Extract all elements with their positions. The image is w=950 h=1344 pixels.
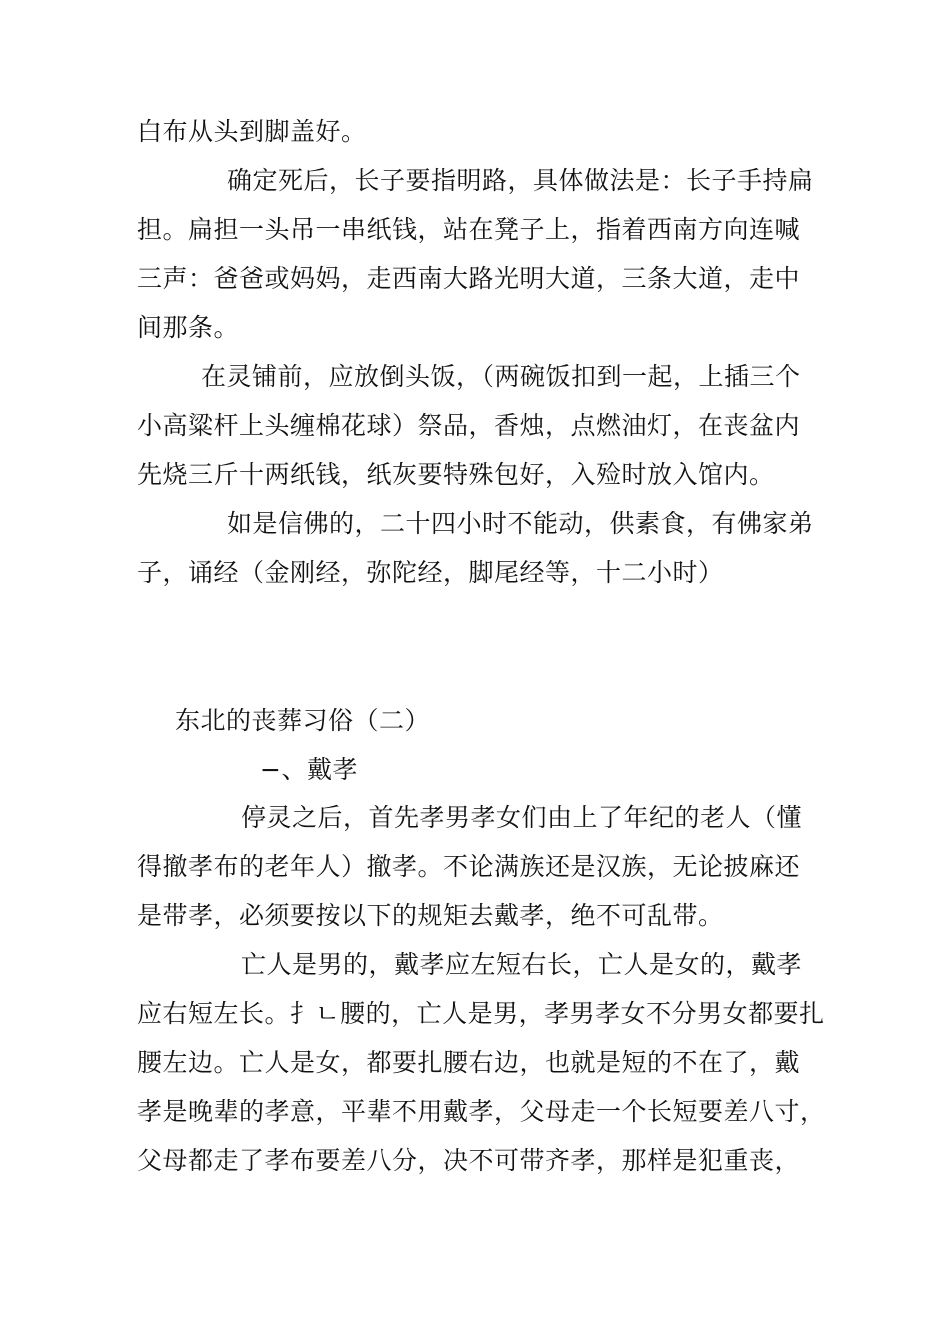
paragraph-line: 间那条。 xyxy=(137,313,240,342)
section-title: 东北的丧葬习俗（二） xyxy=(175,706,431,735)
paragraph-line: 是带孝，必须要按以下的规矩去戴孝，绝不可乱带。 xyxy=(137,901,724,930)
section-subtitle: −、戴孝 xyxy=(260,755,358,784)
paragraph-line: 父母都走了孝布要差八分，决不可带齐孝，那样是犯重丧， xyxy=(137,1146,801,1175)
paragraph-line: 三声：爸爸或妈妈，走西南大路光明大道，三条大道，走中 xyxy=(137,264,801,293)
paragraph-line: 孝是晚辈的孝意，平辈不用戴孝，父母走一个长短要差八寸， xyxy=(137,1097,826,1126)
paragraph-line: 确定死后，长子要指明路，具体做法是：长子手持扁 xyxy=(227,166,814,195)
paragraph-line: 得撤孝布的老年人）撤孝。不论满族还是汉族，无论披麻还 xyxy=(137,852,801,881)
paragraph-line: 白布从头到脚盖好。 xyxy=(137,117,367,146)
paragraph-line: 在灵铺前，应放倒头饭，（两碗饭扣到一起，上插三个 xyxy=(201,362,801,391)
paragraph-line: 先烧三斤十两纸钱，纸灰要特殊包好，入殓时放入馆内。 xyxy=(137,460,775,489)
paragraph-line: 小高粱杆上头缠棉花球）祭品，香烛，点燃油灯，在丧盆内 xyxy=(137,411,801,440)
paragraph-line: 腰左边。亡人是女，都要扎腰右边，也就是短的不在了，戴 xyxy=(137,1048,801,1077)
paragraph-line: 停灵之后，首先孝男孝女们由上了年纪的老人（懂 xyxy=(241,803,803,832)
paragraph-line: 子，诵经（金刚经，弥陀经，脚尾经等，十二小时） xyxy=(137,558,724,587)
paragraph-line: 应右短左长。扌ㄴ腰的，亡人是男，孝男孝女不分男女都要扎 xyxy=(137,999,825,1028)
paragraph-line: 担。扁担一头吊一串纸钱，站在凳子上，指着西南方向连喊 xyxy=(137,215,801,244)
paragraph-line: 亡人是男的，戴孝应左短右长，亡人是女的，戴孝 xyxy=(241,950,803,979)
paragraph-line: 如是信佛的，二十四小时不能动，供素食，有佛家弟 xyxy=(227,509,814,538)
